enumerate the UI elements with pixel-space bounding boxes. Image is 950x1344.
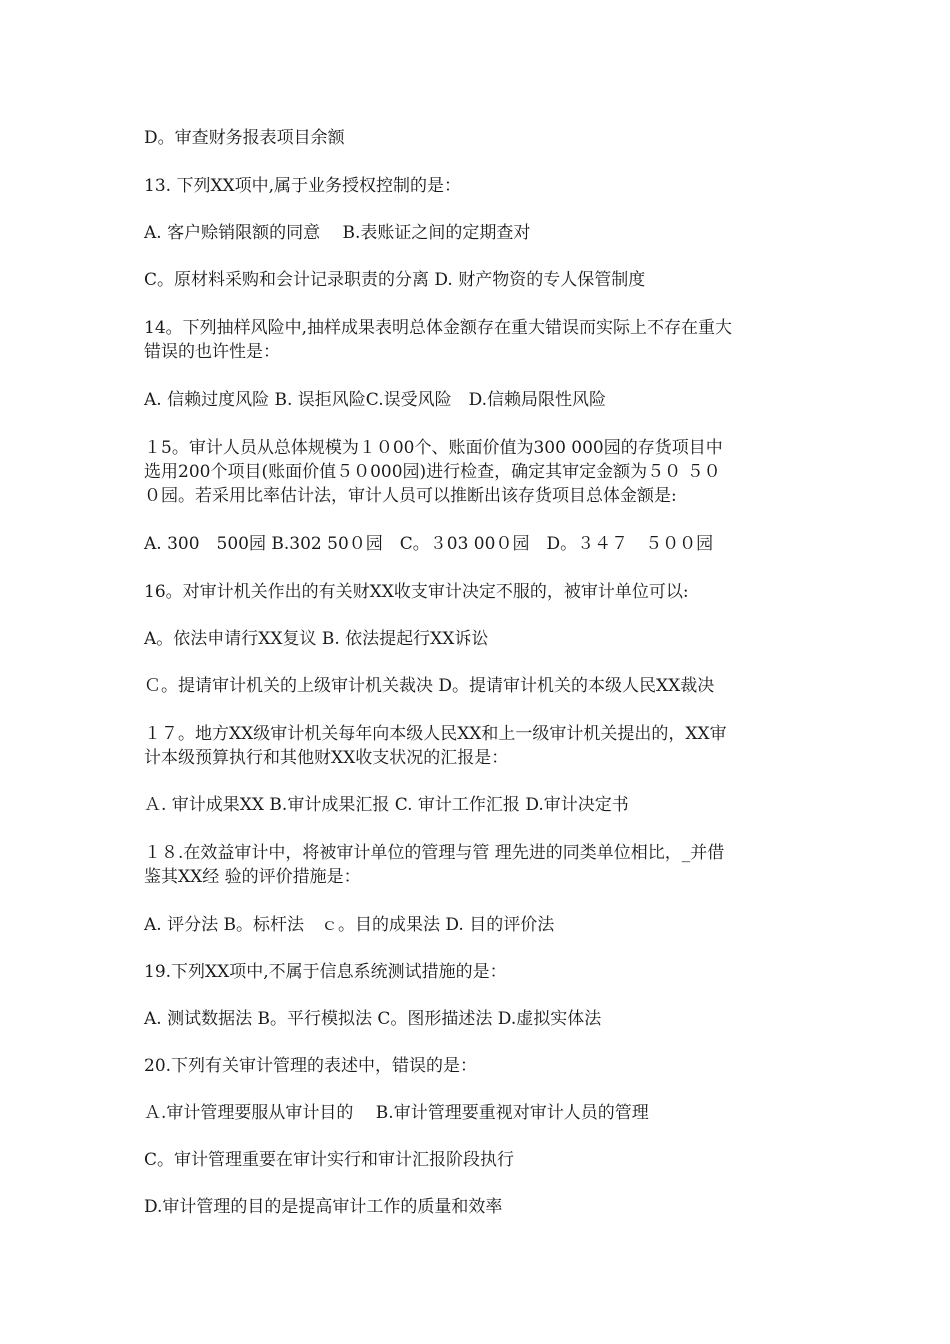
- option-line: C。原材料采购和会计记录职责的分离 D. 财产物资的专人保管制度: [144, 270, 646, 290]
- question-15-line2: 选用200个项目(账面价值５０000园)进行检查，确定其审定金额为５０ ５０: [144, 462, 721, 482]
- option-line: A. 客户赊销限额的同意 B.表账证之间的定期查对: [144, 223, 531, 243]
- option-line: D.审计管理的目的是提高审计工作的质量和效率: [144, 1197, 503, 1217]
- option-line: A. 300 500园 B.302 50０园 C。３03 00０园 D。３４７ ５００园: [144, 534, 714, 554]
- option-line: Ａ.审计管理要服从审计目的 B.审计管理要重视对审计人员的管理: [144, 1103, 649, 1123]
- question-16: 16。对审计机关作出的有关财XX收支审计决定不服的，被审计单位可以:: [144, 582, 689, 602]
- option-line: A. 测试数据法 B。平行模拟法 C。图形描述法 D.虚拟实体法: [144, 1009, 602, 1029]
- question-13: 13. 下列XX项中,属于业务授权控制的是：: [144, 176, 462, 196]
- option-line: A. 信赖过度风险 B. 误拒风险C.误受风险 D.信赖局限性风险: [144, 390, 607, 410]
- question-14-line2: 错误的也许性是：: [144, 342, 280, 362]
- question-17-line2: 计本级预算执行和其他财XX收支状况的汇报是：: [144, 748, 509, 768]
- question-20: 20.下列有关审计管理的表述中，错误的是：: [144, 1056, 478, 1076]
- option-line: Ｃ。提请审计机关的上级审计机关裁决 D。提请审计机关的本级人民XX裁决: [144, 676, 715, 696]
- option-line: D。审查财务报表项目余额: [144, 128, 345, 148]
- question-18-line2: 鉴其XX经 验的评价措施是：: [144, 867, 361, 887]
- question-15-line3: ０园。若采用比率估计法，审计人员可以推断出该存货项目总体金额是:: [144, 486, 677, 506]
- question-14-line1: 14。下列抽样风险中,抽样成果表明总体金额存在重大错误而实际上不存在重大: [144, 318, 733, 338]
- question-19: 19.下列XX项中,不属于信息系统测试措施的是：: [144, 962, 507, 982]
- question-15-line1: １5。审计人员从总体规模为１０00个、账面价值为300 000园的存货项目中: [144, 438, 723, 458]
- question-17-line1: １７。地方XX级审计机关每年向本级人民XX和上一级审计机关提出的，XX审: [144, 724, 727, 744]
- question-18-line1: １８.在效益审计中，将被审计单位的管理与管 理先进的同类单位相比，_并借: [144, 843, 725, 863]
- option-line: Ａ. 审计成果XX B.审计成果汇报 C. 审计工作汇报 D.审计决定书: [144, 795, 629, 815]
- option-line: A。依法申请行XX复议 B. 依法提起行XX诉讼: [144, 629, 489, 649]
- option-line: C。审计管理重要在审计实行和审计汇报阶段执行: [144, 1150, 515, 1170]
- option-line: A. 评分法 B。标杆法 ｃ。目的成果法 D. 目的评价法: [144, 915, 555, 935]
